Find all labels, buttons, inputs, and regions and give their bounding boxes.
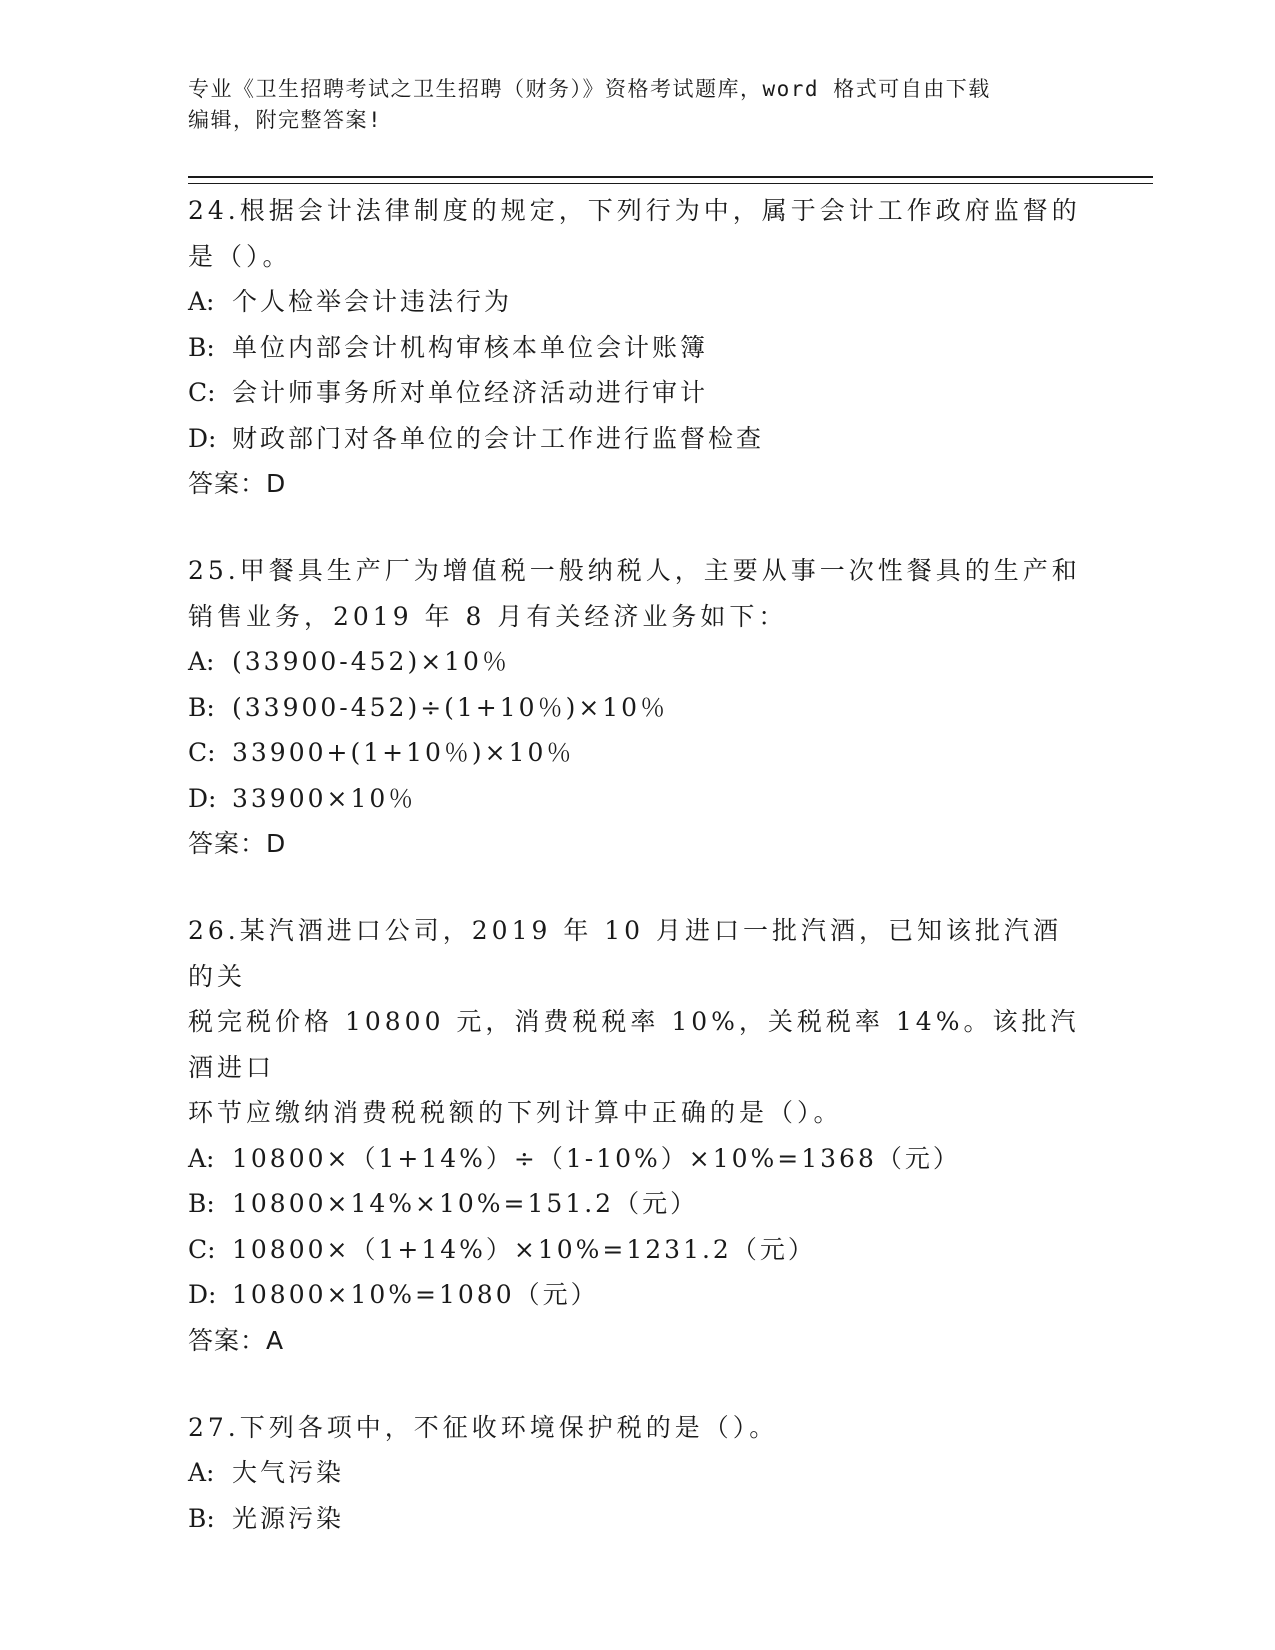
header-divider-thick: [188, 176, 1153, 178]
option-text: 10800×14%×10%=151.2（元）: [232, 1189, 699, 1218]
option-key: B:: [188, 1503, 215, 1533]
question-stem-line: 税完税价格 10800 元，消费税税率 10%，关税税率 14%。该批汽酒进口: [188, 1007, 1080, 1082]
option-key: D:: [188, 1280, 217, 1309]
option-c: [188, 1227, 1088, 1273]
question-stem-line: 26.某汽酒进口公司，2019 年 10 月进口一批汽酒，已知该批汽酒的关: [188, 916, 1063, 991]
option-text: 10800×（1+14%）×10%=1231.2（元）: [232, 1234, 816, 1264]
option-key: A:: [188, 1458, 215, 1487]
option-key: D:: [188, 783, 217, 813]
option-b: [188, 325, 1088, 371]
option-text: (33900-452)÷(1+10％)×10％: [232, 692, 669, 722]
option-text: 33900×10％: [232, 783, 417, 813]
option-d: [188, 776, 1088, 822]
option-text: 财政部门对各单位的会计工作进行监督检查: [232, 423, 765, 453]
option-key: B:: [188, 1189, 215, 1218]
question-25: [188, 548, 1088, 866]
option-key: C:: [188, 378, 216, 407]
option-key: C:: [188, 738, 216, 767]
option-a: [188, 639, 1088, 685]
option-c: [188, 730, 1088, 776]
question-stem-line: 27.下列各项中，不征收环境保护税的是（）。: [188, 1412, 779, 1442]
question-27: [188, 1405, 1088, 1542]
option-key: A:: [188, 647, 215, 676]
answer-line: 答案：D: [188, 469, 287, 498]
question-stem-line: 是（）。: [188, 241, 292, 271]
header-line-2: 编辑，附完整答案!: [188, 108, 383, 132]
question-list: [188, 188, 1088, 1541]
question-stem-line: 销售业务，2019 年 8 月有关经济业务如下：: [188, 601, 788, 631]
option-text: 个人检举会计违法行为: [232, 287, 513, 316]
question-stem-line: 25.甲餐具生产厂为增值税一般纳税人，主要从事一次性餐具的生产和: [188, 556, 1081, 585]
document-header: [188, 74, 1068, 136]
option-key: A:: [188, 1143, 215, 1173]
option-text: (33900-452)×10％: [232, 647, 510, 676]
answer-line: 答案：A: [188, 1325, 285, 1355]
option-d: [188, 416, 1088, 462]
option-text: 10800×（1+14%）÷（1-10%）×10%=1368（元）: [232, 1143, 961, 1173]
question-26: [188, 908, 1088, 1363]
option-c: [188, 370, 1088, 416]
option-key: B:: [188, 332, 215, 362]
answer-line: 答案：D: [188, 829, 287, 858]
option-text: 会计师事务所对单位经济活动进行审计: [232, 378, 709, 407]
option-key: A:: [188, 287, 215, 316]
question-stem-line: 环节应缴纳消费税税额的下列计算中正确的是（）。: [188, 1098, 843, 1127]
option-text: 光源污染: [232, 1503, 345, 1533]
option-text: 10800×10%=1080（元）: [232, 1280, 599, 1309]
option-b: [188, 685, 1088, 731]
option-a: [188, 1450, 1088, 1496]
option-key: D:: [188, 423, 217, 453]
option-a: [188, 279, 1088, 325]
option-a: [188, 1136, 1088, 1182]
question-24: [188, 188, 1088, 506]
header-line-1: 专业《卫生招聘考试之卫生招聘（财务）》资格考试题库，word 格式可自由下载: [188, 77, 991, 101]
option-key: B:: [188, 692, 215, 722]
option-key: C:: [188, 1234, 216, 1264]
option-b: [188, 1181, 1088, 1227]
option-b: [188, 1496, 1088, 1542]
question-stem-line: 24.根据会计法律制度的规定，下列行为中，属于会计工作政府监督的: [188, 196, 1081, 225]
option-text: 33900+(1+10％)×10％: [232, 738, 575, 767]
option-text: 单位内部会计机构审核本单位会计账簿: [232, 332, 709, 362]
option-d: [188, 1272, 1088, 1318]
option-text: 大气污染: [232, 1458, 345, 1487]
header-divider-thin: [188, 183, 1153, 184]
